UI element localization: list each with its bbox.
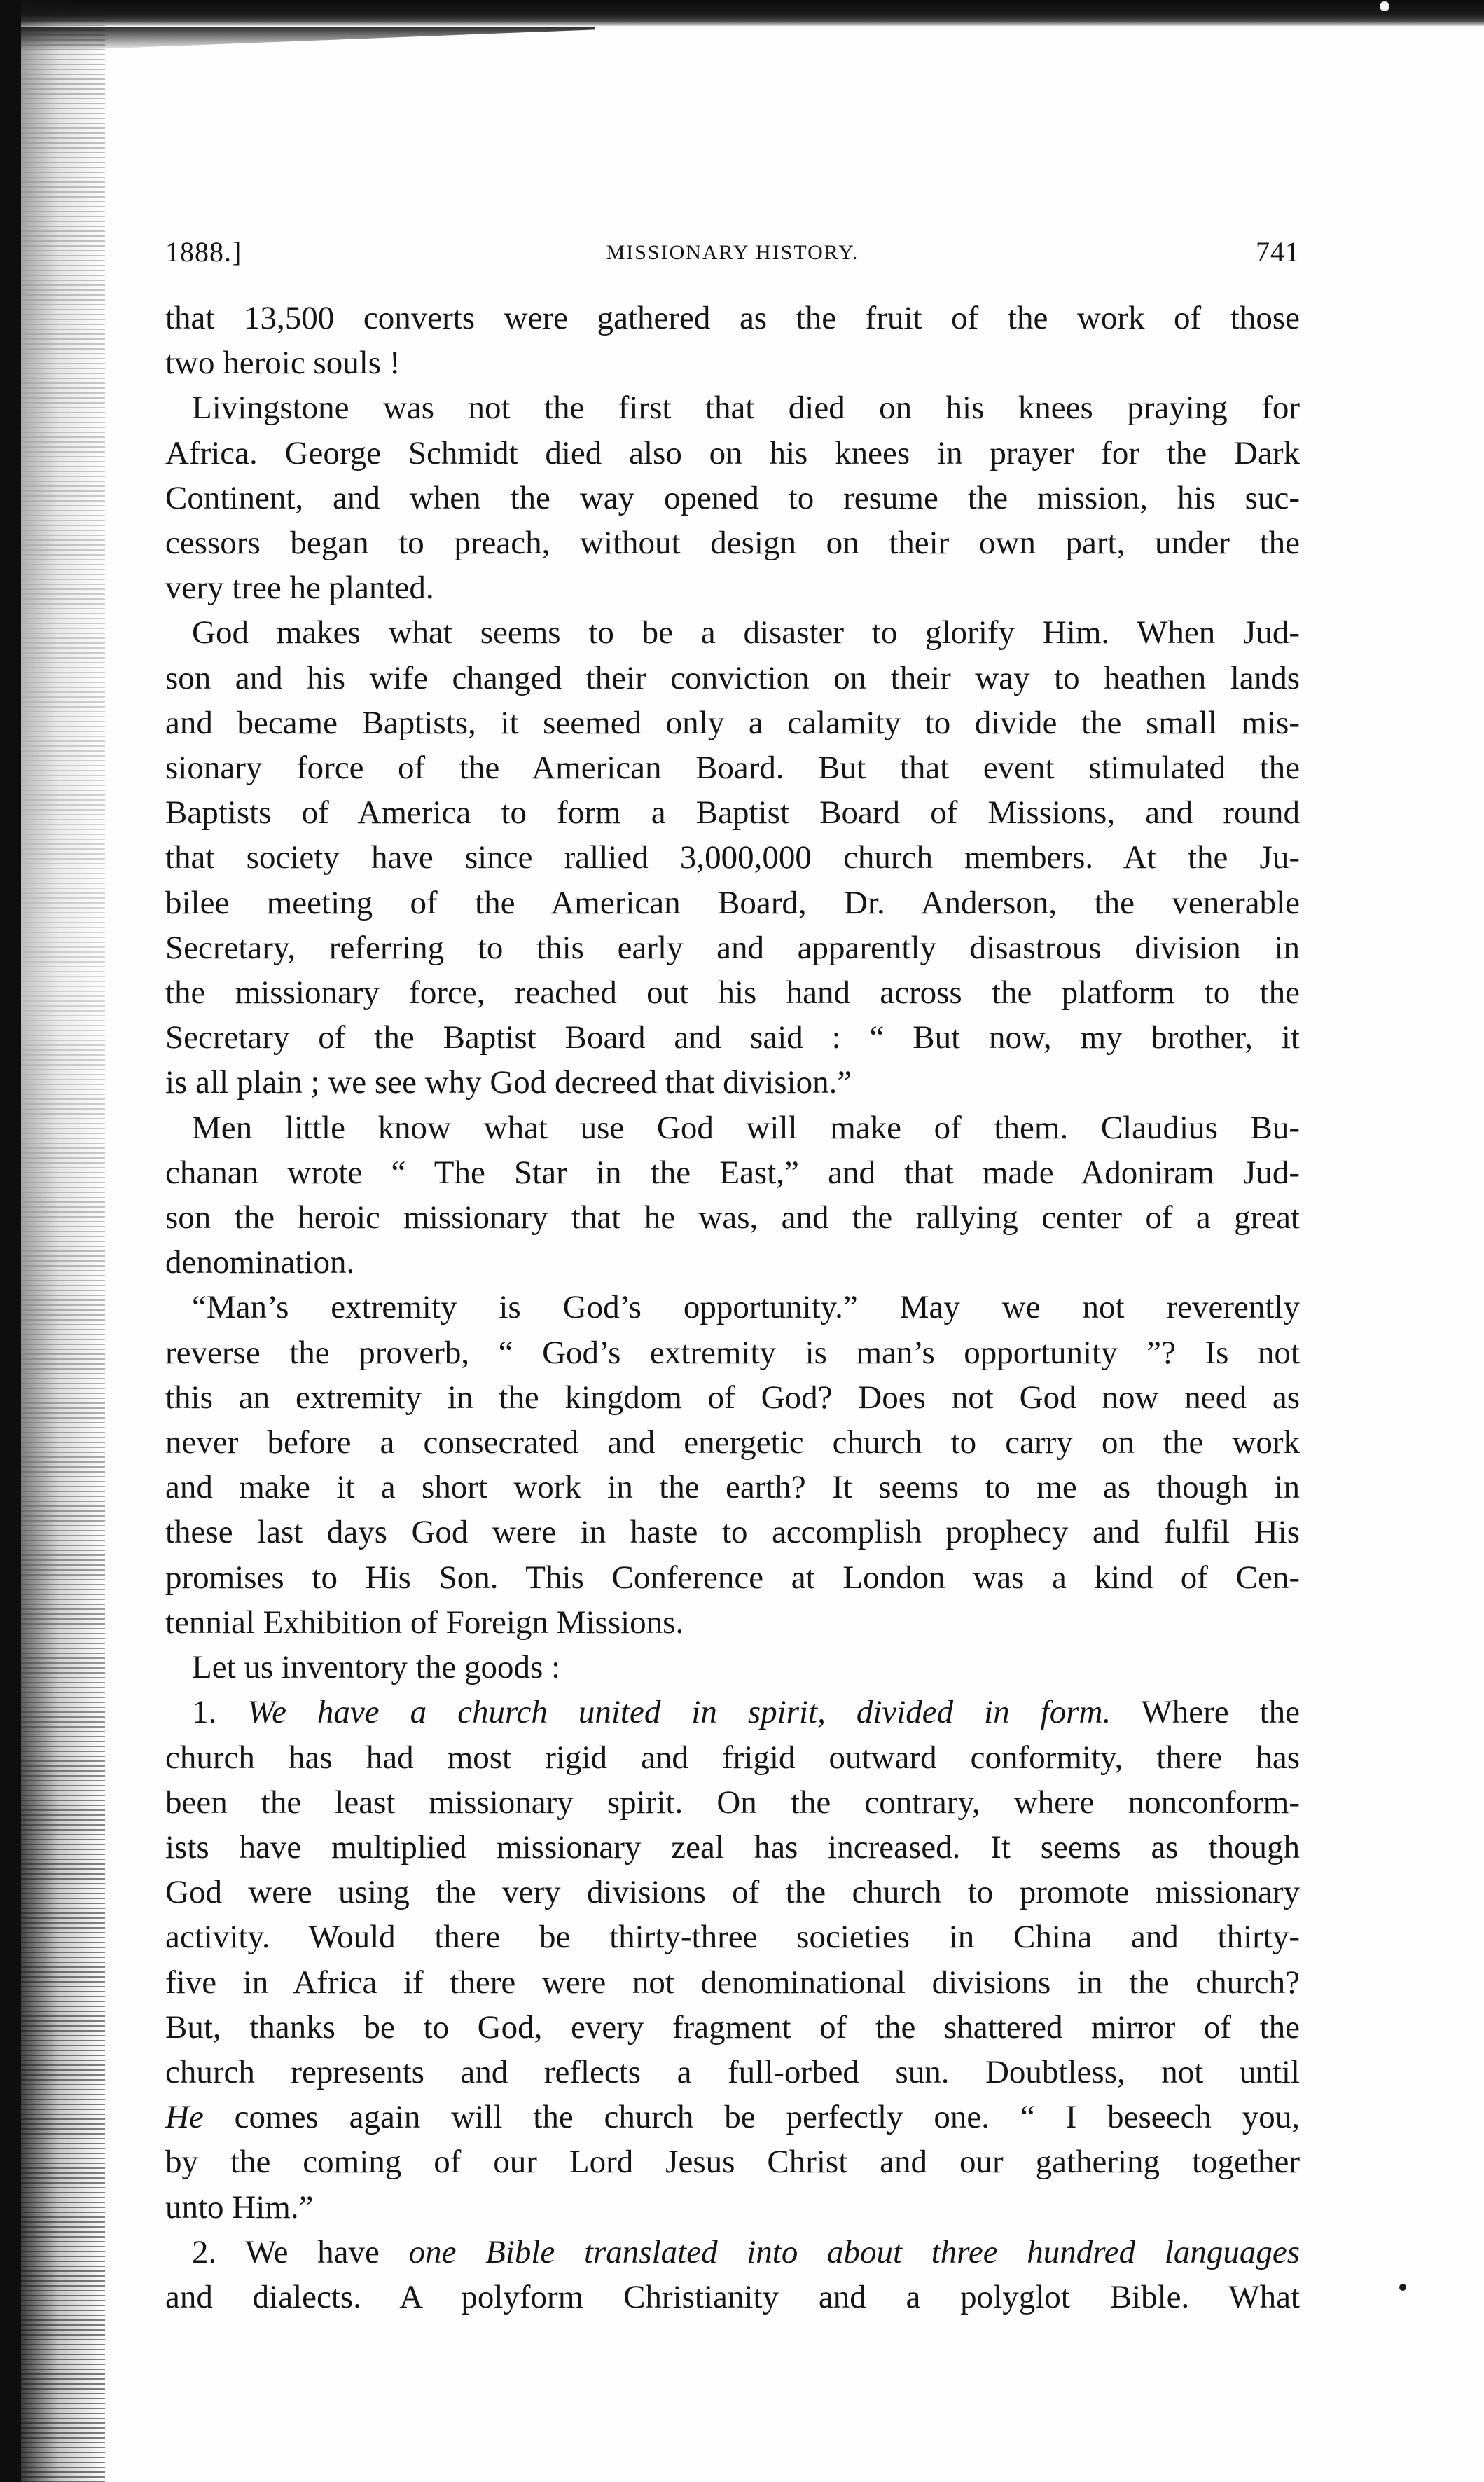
text-line: this an extremity in the kingdom of God? Does not God now need as [165,1379,1300,1416]
body-text [165,296,1300,2319]
text-line: by the coming of our Lord Jesus Christ and our gathering together [165,2144,1300,2181]
text-line: and make it a short work in the earth? It seems to me as though in [165,1469,1300,1506]
text-line: Secretary, referring to this early and apparently disastrous division in [165,929,1300,966]
text-line: and became Baptists, it seemed only a calamity to divide the small mis- [165,704,1300,741]
scan-top-edge [21,0,1484,27]
header-title: MISSIONARY HISTORY. [606,241,859,264]
text-line: these last days God were in haste to accomplish prophecy and fulfil His [165,1514,1300,1551]
text-run: Where the [1111,1694,1300,1731]
scan-left-edge [0,0,21,2482]
text-line: very tree he planted. [165,570,434,607]
scan-top-shadow [21,27,595,52]
stray-mark [1380,1,1389,11]
text-line: church represents and reflects a full-orbed sun. Doubtless, not until [165,2053,1300,2090]
text-line: activity. Would there be thirty-three societies in China and thirty- [165,1919,1300,1956]
text-line: been the least missionary spirit. On the contrary, where nonconform- [165,1784,1300,1821]
text-line: promises to His Son. This Conference at London was a kind of Cen- [165,1559,1300,1596]
text-line: “Man’s extremity is God’s opportunity.” May we not reverently [192,1289,1300,1326]
text-line: Africa. George Schmidt died also on his knees in prayer for the Dark [165,434,1300,471]
text-line: that society have since rallied 3,000,000 church members. At the Ju- [165,839,1300,876]
text-line: bilee meeting of the American Board, Dr. Anderson, the venerable [165,884,1300,921]
text-line: Let us inventory the goods : [192,1649,561,1686]
text-line: tennial Exhibition of Foreign Missions. [165,1604,684,1641]
text-line: son and his wife changed their conviction on their way to heathen lands [165,659,1300,696]
header-year: 1888.] [165,236,242,268]
text-line: sionary force of the American Board. But that event stimulated the [165,750,1300,787]
text-line [165,2230,1300,2275]
text-line: and dialects. A polyform Christianity and a polyglot Bible. What [165,2278,1300,2315]
italic-run: We have a church united in spirit, divided in form. [247,1694,1111,1731]
text-line: cessors began to preach, without design on their own part, under the [165,525,1300,562]
text-line: God makes what seems to be a disaster to glorify Him. When Jud- [192,614,1300,651]
text-line: two heroic souls ! [165,345,401,382]
text-line: is all plain ; we see why God decreed that division.” [165,1064,852,1101]
text-line: chanan wrote “ The Star in the East,” and that made Adoniram Jud- [165,1154,1300,1191]
text-line: Secretary of the Baptist Board and said : “ But now, my brother, it [165,1019,1300,1056]
text-line: Livingstone was not the first that died on his knees praying for [192,389,1300,427]
text-line: unto Him.” [165,2188,314,2226]
running-header [165,235,1300,277]
scan-left-fray [21,0,105,2482]
page-number: 741 [1256,236,1300,268]
text-line: God were using the very divisions of the church to promote missionary [165,1874,1300,1911]
text-run: 1. [192,1694,248,1731]
text-run: comes again will the church be perfectly one. “ I beseech you, [203,2099,1300,2136]
text-line: the missionary force, reached out his hand across the platform to the [165,974,1300,1012]
text-line: reverse the proverb, “ God’s extremity is man’s opportunity ”? Is not [165,1334,1300,1371]
text-line: ists have multiplied missionary zeal has increased. It seems as though [165,1828,1300,1866]
text-line: that 13,500 converts were gathered as the fruit of the work of those [165,300,1300,336]
text-line: Continent, and when the way opened to resume the mission, his suc- [165,479,1300,516]
text-line: never before a consecrated and energetic church to carry on the work [165,1424,1300,1461]
italic-run: one Bible translated into about three hundred languages [408,2233,1300,2270]
text-line: five in Africa if there were not denominational divisions in the church? [165,1964,1300,2001]
text-line: Men little know what use God will make of them. Claudius Bu- [192,1109,1300,1146]
text-line: son the heroic missionary that he was, and the rallying center of a great [165,1199,1300,1236]
italic-run: He [165,2099,204,2136]
stray-mark [1399,2284,1406,2291]
text-run: 2. We have [192,2233,409,2270]
text-line [165,2095,1300,2139]
text-line: But, thanks be to God, every fragment of the shattered mirror of the [165,2008,1300,2046]
text-line: denomination. [165,1244,355,1281]
text-line [165,1690,1300,1735]
text-line: Baptists of America to form a Baptist Board of Missions, and round [165,794,1300,832]
text-line: church has had most rigid and frigid outward conformity, there has [165,1739,1300,1776]
